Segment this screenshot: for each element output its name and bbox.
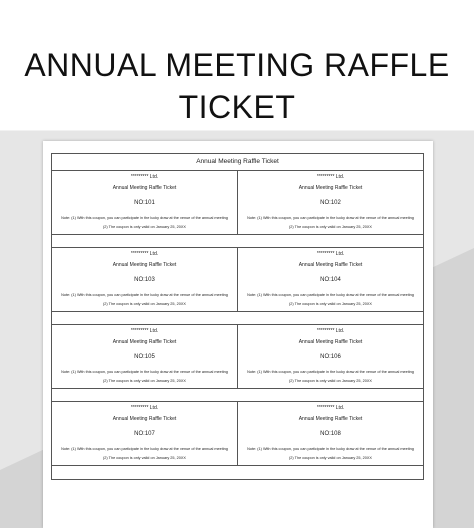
spacer-row [52,389,423,402]
ticket-number: NO:106 [320,354,341,360]
ticket-number: NO:104 [320,277,341,283]
ticket-note-2: (2) The coupon is only valid on January 25, 20XX [103,302,186,306]
table-title: Annual Meeting Raffle Ticket [52,154,423,171]
ticket-note-2: (2) The coupon is only valid on January 25, 20XX [289,379,372,383]
ticket-row [52,248,423,312]
raffle-ticket [237,402,423,465]
ticket-note-2: (2) The coupon is only valid on January 25, 20XX [103,379,186,383]
ticket-note-2: (2) The coupon is only valid on January 25, 20XX [103,225,186,229]
heading-line-1: ANNUAL MEETING RAFFLE [24,47,450,83]
ticket-title: Annual Meeting Raffle Ticket [112,185,177,191]
raffle-ticket [237,248,423,311]
ticket-title: Annual Meeting Raffle Ticket [112,339,177,345]
ticket-company: ********* Ltd. [316,405,345,411]
ticket-note-2: (2) The coupon is only valid on January 25, 20XX [103,456,186,460]
ticket-note-1: Note: (1) With this coupon, you can participate in the lucky draw at the venue of the annual meeting [61,447,228,451]
ticket-note-2: (2) The coupon is only valid on January 25, 20XX [289,456,372,460]
page-heading [0,44,474,128]
ticket-number: NO:105 [134,354,155,360]
ticket-number: NO:108 [320,431,341,437]
ticket-number: NO:103 [134,277,155,283]
ticket-number: NO:107 [134,431,155,437]
ticket-company: ********* Ltd. [130,405,159,411]
spacer-row [52,235,423,248]
ticket-company: ********* Ltd. [130,251,159,257]
raffle-ticket [52,248,237,311]
spacer-row [52,466,423,479]
raffle-ticket [237,325,423,388]
ticket-note-2: (2) The coupon is only valid on January 25, 20XX [289,225,372,229]
ticket-note-1: Note: (1) With this coupon, you can participate in the lucky draw at the venue of the annual meeting [247,370,414,374]
ticket-note-1: Note: (1) With this coupon, you can participate in the lucky draw at the venue of the annual meeting [247,216,414,220]
ticket-note-1: Note: (1) With this coupon, you can participate in the lucky draw at the venue of the annual meeting [61,216,228,220]
ticket-note-1: Note: (1) With this coupon, you can participate in the lucky draw at the venue of the annual meeting [247,293,414,297]
ticket-number: NO:101 [134,200,155,206]
ticket-title: Annual Meeting Raffle Ticket [298,339,363,345]
spacer-row [52,312,423,325]
ticket-note-1: Note: (1) With this coupon, you can participate in the lucky draw at the venue of the annual meeting [61,370,228,374]
raffle-ticket [52,325,237,388]
ticket-company: ********* Ltd. [130,328,159,334]
raffle-ticket-table [51,153,424,480]
ticket-title: Annual Meeting Raffle Ticket [112,262,177,268]
heading-line-2: TICKET [178,89,296,125]
raffle-ticket [237,171,423,234]
ticket-title: Annual Meeting Raffle Ticket [298,185,363,191]
ticket-title: Annual Meeting Raffle Ticket [298,416,363,422]
ticket-company: ********* Ltd. [316,328,345,334]
ticket-note-2: (2) The coupon is only valid on January 25, 20XX [289,302,372,306]
ticket-number: NO:102 [320,200,341,206]
spreadsheet-preview [43,141,433,528]
ticket-title: Annual Meeting Raffle Ticket [298,262,363,268]
ticket-company: ********* Ltd. [316,251,345,257]
ticket-company: ********* Ltd. [316,174,345,180]
ticket-row [52,402,423,466]
ticket-row [52,171,423,235]
raffle-ticket [52,402,237,465]
ticket-company: ********* Ltd. [130,174,159,180]
ticket-note-1: Note: (1) With this coupon, you can participate in the lucky draw at the venue of the annual meeting [61,293,228,297]
ticket-row [52,325,423,389]
ticket-note-1: Note: (1) With this coupon, you can participate in the lucky draw at the venue of the annual meeting [247,447,414,451]
raffle-ticket [52,171,237,234]
ticket-title: Annual Meeting Raffle Ticket [112,416,177,422]
